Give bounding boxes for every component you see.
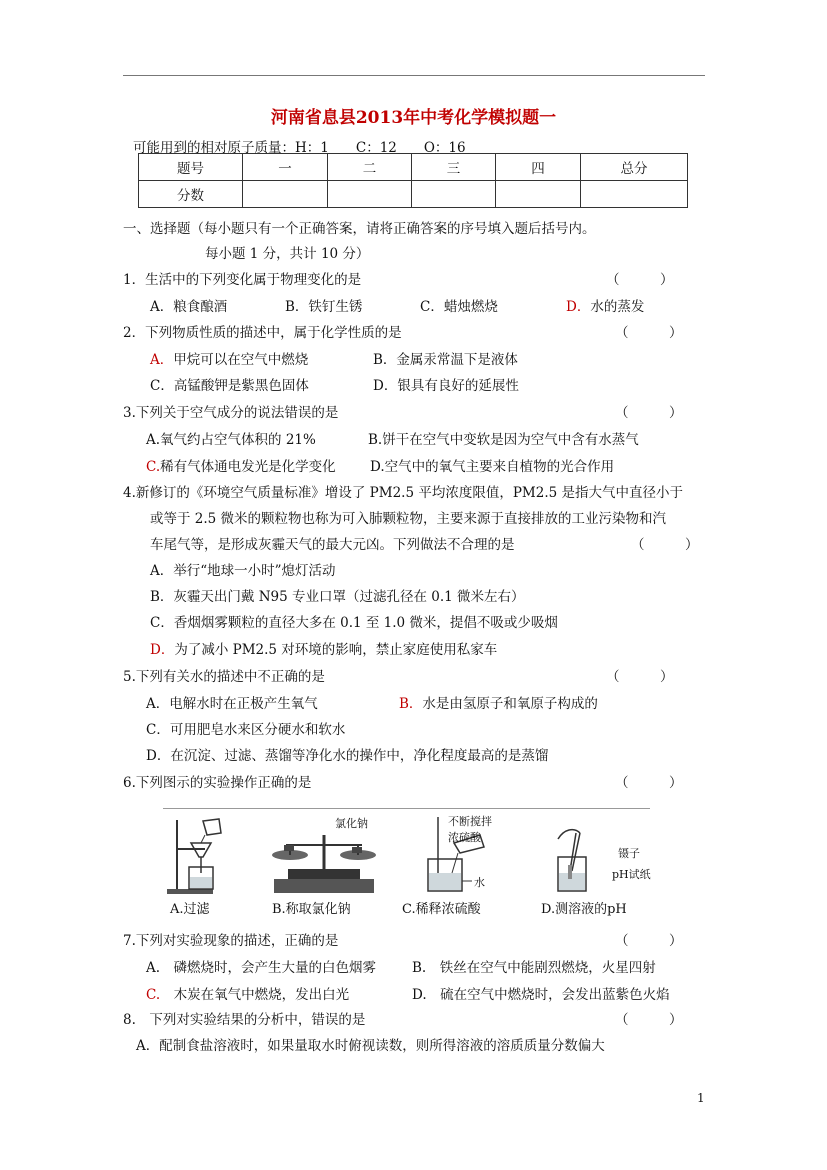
option-a: A．电解水时在正极产生氧气 [146, 696, 318, 712]
option-d: D. 硫在空气中燃烧时，会发出蓝紫色火焰 [412, 987, 670, 1003]
filtration-apparatus-icon [165, 815, 235, 897]
figure-caption-d: D.测溶液的pH [541, 902, 627, 917]
answer-letter: D． [150, 642, 175, 658]
label-nacl: 氯化钠 [335, 817, 368, 830]
option-d: D．银具有良好的延展性 [373, 378, 519, 394]
page-number: 1 [697, 1091, 705, 1105]
label-ph-paper: pH试纸 [612, 868, 651, 881]
question-2-stem: 2．下列物质性质的描述中，属于化学性质的是 [123, 325, 402, 341]
table-cell: 三 [412, 154, 496, 181]
figure-caption-a: A.过滤 [170, 902, 210, 917]
answer-letter: C. [146, 459, 161, 475]
answer-paren[interactable]: （ ） [615, 405, 683, 421]
option-a: A. 磷燃烧时，会产生大量的白色烟雾 [146, 960, 377, 976]
table-cell: 总分 [581, 154, 688, 181]
score-input-cell[interactable] [328, 181, 412, 208]
score-input-cell[interactable] [581, 181, 688, 208]
table-cell: 题号 [139, 154, 243, 181]
table-cell: 二 [328, 154, 412, 181]
score-input-cell[interactable] [412, 181, 496, 208]
option-d: D．在沉淀、过滤、蒸馏等净化水的操作中，净化程度最高的是蒸馏 [146, 748, 549, 764]
label-acid: 浓硫酸 [448, 831, 481, 844]
ph-test-icon [548, 815, 608, 897]
option-b: B．灰霾天出门戴 N95 专业口罩（过滤孔径在 0.1 微米左右） [150, 589, 525, 605]
answer-paren[interactable]: （ ） [606, 272, 674, 288]
option-text: 水是由氢原子和氧原子构成的 [422, 696, 598, 712]
option-b [399, 692, 598, 712]
question-8-stem: 8. 下列对实验结果的分析中，错误的是 [123, 1012, 366, 1028]
answer-paren[interactable]: （ ） [631, 537, 699, 553]
label-stir: 不断搅拌 [448, 815, 492, 828]
label-tweezers: 镊子 [618, 847, 640, 860]
option-c: C．香烟烟雾颗粒的直径大多在 0.1 至 1.0 微米，提倡不吸或少吸烟 [150, 615, 558, 631]
option-a: A．举行“地球一小时”熄灯活动 [150, 563, 336, 579]
option-b: B.饼干在空气中变软是因为空气中含有水蒸气 [368, 432, 639, 448]
answer-paren[interactable]: （ ） [606, 669, 674, 685]
answer-paren[interactable]: （ ） [615, 325, 683, 341]
figure-ph-test [548, 815, 608, 897]
option-text: 稀有气体通电发光是化学变化 [160, 459, 336, 475]
label-water: 水 [474, 876, 485, 889]
answer-paren[interactable]: （ ） [615, 775, 683, 791]
section-heading: 一、选择题（每小题只有一个正确答案，请将正确答案的序号填入题后括号内。 [123, 221, 596, 237]
option-b: B．铁钉生锈 [285, 299, 363, 315]
answer-letter: D． [566, 299, 591, 315]
answer-paren[interactable]: （ ） [615, 933, 683, 949]
answer-letter: B． [399, 696, 423, 712]
question-7-stem: 7.下列对实验现象的描述，正确的是 [123, 933, 339, 949]
option-c [146, 983, 349, 1003]
atomic-mass-note: 可能用到的相对原子质量：H：1 C：12 O：16 [133, 140, 466, 156]
option-c: C．可用肥皂水来区分硬水和软水 [146, 722, 346, 738]
option-text: 水的蒸发 [590, 299, 645, 315]
question-3-stem: 3.下列关于空气成分的说法错误的是 [123, 405, 339, 421]
figure-caption-b: B.称取氯化钠 [272, 902, 351, 917]
question-4-stem-line3: 车尾气等，是形成灰霾天气的最大元凶。下列做法不合理的是 [150, 537, 515, 553]
question-6-stem: 6.下列图示的实验操作正确的是 [123, 775, 312, 791]
question-5-stem: 5.下列有关水的描述中不正确的是 [123, 669, 325, 685]
option-a [150, 348, 308, 368]
answer-letter: A． [150, 352, 174, 368]
option-b: B．金属汞常温下是液体 [373, 352, 518, 368]
question-1-stem: 1．生活中的下列变化属于物理变化的是 [123, 272, 362, 288]
option-c: C．高锰酸钾是紫黑色固体 [150, 378, 309, 394]
table-cell: 四 [496, 154, 581, 181]
option-text: 甲烷可以在空气中燃烧 [173, 352, 309, 368]
answer-letter: C. [146, 987, 161, 1003]
question-4-stem-line2: 或等于 2.5 微米的颗粒物也称为可入肺颗粒物，主要来源于直接排放的工业污染物和汽 [150, 511, 667, 527]
table-cell: 分数 [139, 181, 243, 208]
figure-top-rule [163, 808, 650, 809]
table-cell: 一 [243, 154, 328, 181]
score-table-score-row [139, 181, 688, 208]
option-text: 木炭在氧气中燃烧，发出白光 [160, 987, 350, 1003]
section-heading-line2: 每小题 1 分，共计 10 分） [205, 246, 370, 262]
option-d [150, 638, 497, 658]
option-a: A．配制食盐溶液时，如果量取水时俯视读数，则所得溶液的溶质质量分数偏大 [136, 1038, 605, 1054]
option-d [566, 295, 644, 315]
score-table [138, 153, 688, 208]
header-rule [123, 75, 705, 76]
option-a: A．粮食酿酒 [150, 299, 228, 315]
option-c [146, 455, 336, 475]
question-4-stem-line1: 4.新修订的《环境空气质量标准》增设了 PM2.5 平均浓度限值，PM2.5 是指大气中直径小于 [123, 485, 684, 501]
option-b: B. 铁丝在空气中能剧烈燃烧，火星四射 [412, 960, 656, 976]
option-a: A.氧气约占空气体积的 21% [146, 432, 316, 448]
score-input-cell[interactable] [496, 181, 581, 208]
option-c: C．蜡烛燃烧 [420, 299, 498, 315]
option-d: D.空气中的氧气主要来自植物的光合作用 [370, 459, 615, 475]
option-text: 为了减小 PM2.5 对环境的影响，禁止家庭使用私家车 [174, 642, 498, 658]
score-input-cell[interactable] [243, 181, 328, 208]
score-table-header-row [139, 154, 688, 181]
figure-filtration [165, 815, 235, 897]
page-title: 河南省息县2013年中考化学模拟题一 [270, 108, 557, 128]
answer-paren[interactable]: （ ） [615, 1012, 683, 1028]
figure-caption-c: C.稀释浓硫酸 [402, 902, 481, 917]
